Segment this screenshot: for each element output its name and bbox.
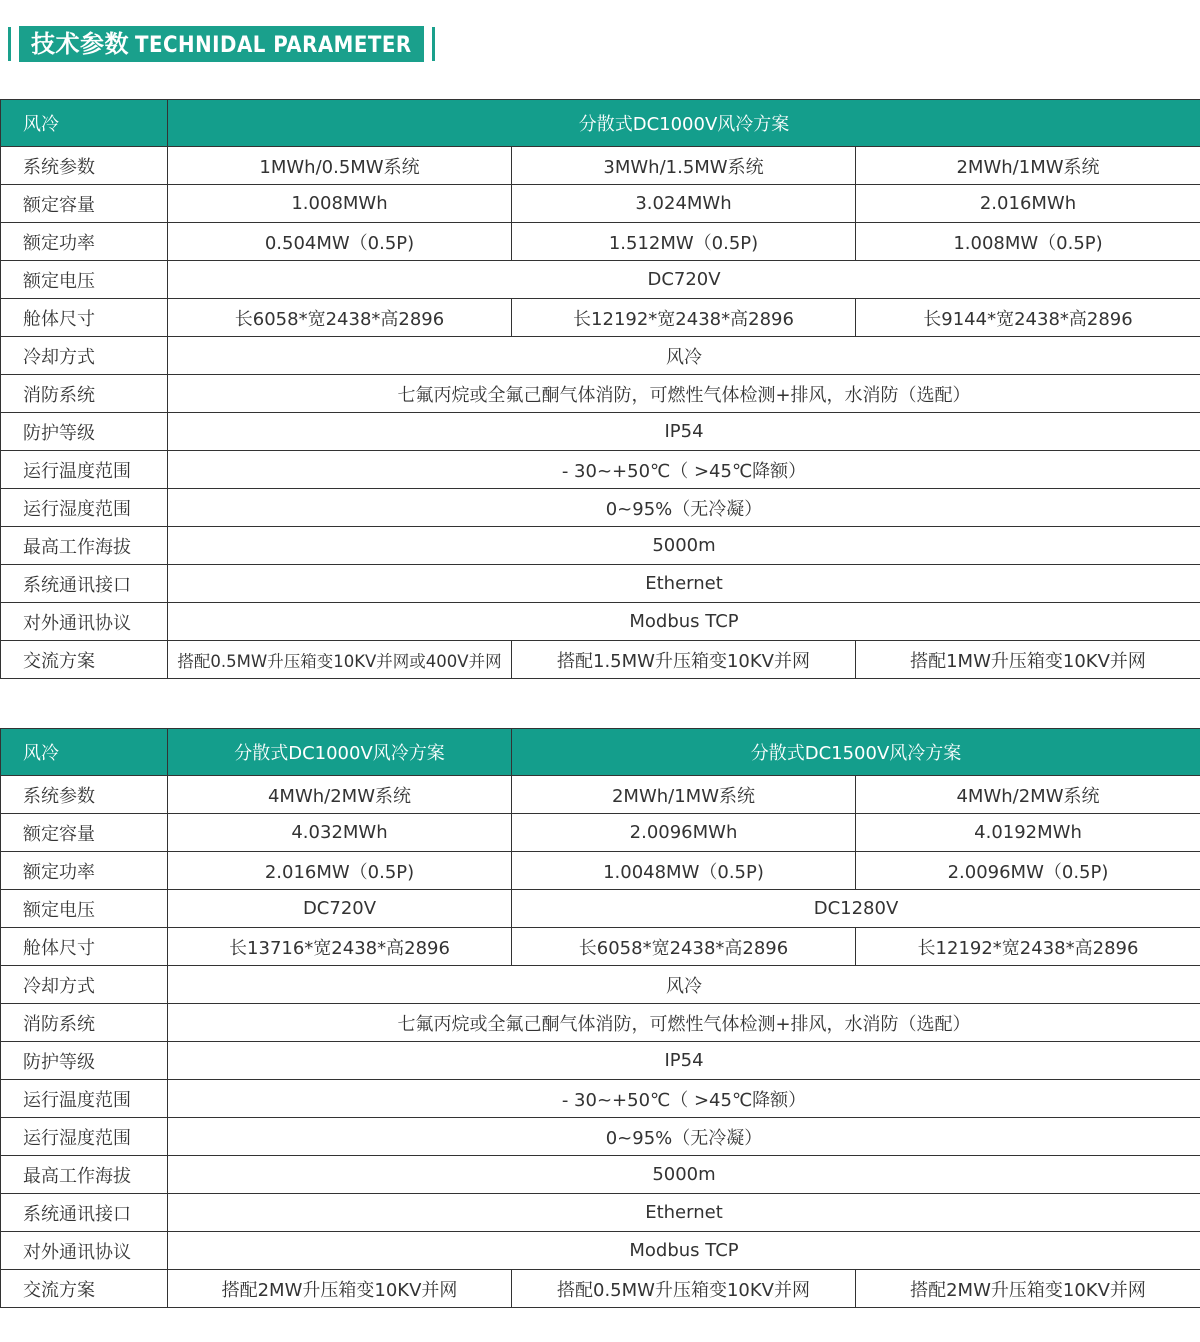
table-row bbox=[1, 641, 1200, 679]
row-label: 额定容量 bbox=[1, 814, 168, 852]
table-cell: Modbus TCP bbox=[168, 603, 1200, 641]
row-label: 交流方案 bbox=[1, 641, 168, 679]
table-cell: 3.024MWh bbox=[512, 185, 856, 223]
table-cell: DC720V bbox=[168, 261, 1200, 299]
header-label: 风冷 bbox=[1, 729, 168, 776]
row-label: 交流方案 bbox=[1, 1270, 168, 1308]
table-cell: 七氟丙烷或全氟己酮气体消防，可燃性气体检测+排风，水消防（选配） bbox=[168, 1004, 1200, 1042]
row-label: 消防系统 bbox=[1, 375, 168, 413]
table-header-row bbox=[1, 729, 1200, 776]
table-row bbox=[1, 185, 1200, 223]
header-plan-dc1500: 分散式DC1500V风冷方案 bbox=[512, 729, 1200, 776]
table-cell: 七氟丙烷或全氟己酮气体消防，可燃性气体检测+排风，水消防（选配） bbox=[168, 375, 1200, 413]
row-label: 冷却方式 bbox=[1, 966, 168, 1004]
row-label: 消防系统 bbox=[1, 1004, 168, 1042]
table-row bbox=[1, 337, 1200, 375]
row-label: 额定功率 bbox=[1, 223, 168, 261]
table-cell: IP54 bbox=[168, 413, 1200, 451]
table-cell: 长12192*宽2438*高2896 bbox=[512, 299, 856, 337]
row-label: 运行湿度范围 bbox=[1, 1118, 168, 1156]
table-cell: 2MWh/1MW系统 bbox=[512, 776, 856, 814]
table-cell: 1.512MW（0.5P) bbox=[512, 223, 856, 261]
row-label: 系统通讯接口 bbox=[1, 1194, 168, 1232]
table-cell: 2MWh/1MW系统 bbox=[856, 147, 1200, 185]
table-cell: 长6058*宽2438*高2896 bbox=[512, 928, 856, 966]
row-label: 最高工作海拔 bbox=[1, 1156, 168, 1194]
table-row bbox=[1, 565, 1200, 603]
table-cell: 5000m bbox=[168, 527, 1200, 565]
table-row bbox=[1, 814, 1200, 852]
table-cell: - 30~+50℃（ >45℃降额） bbox=[168, 451, 1200, 489]
header-label: 风冷 bbox=[1, 100, 168, 147]
row-label: 对外通讯协议 bbox=[1, 603, 168, 641]
table-cell: 搭配1MW升压箱变10KV并网 bbox=[856, 641, 1200, 679]
table-cell: 4.032MWh bbox=[168, 814, 512, 852]
table-cell: 搭配2MW升压箱变10KV并网 bbox=[856, 1270, 1200, 1308]
table-row bbox=[1, 1232, 1200, 1270]
table-cell: 4MWh/2MW系统 bbox=[168, 776, 512, 814]
heading-bar-left bbox=[8, 27, 11, 61]
table-row bbox=[1, 261, 1200, 299]
row-label: 运行湿度范围 bbox=[1, 489, 168, 527]
table-cell: 4MWh/2MW系统 bbox=[856, 776, 1200, 814]
row-label: 运行温度范围 bbox=[1, 1080, 168, 1118]
table-cell: 风冷 bbox=[168, 966, 1200, 1004]
table-row bbox=[1, 451, 1200, 489]
table-row bbox=[1, 890, 1200, 928]
table-cell: 搭配1.5MW升压箱变10KV并网 bbox=[512, 641, 856, 679]
table-cell: 0.504MW（0.5P) bbox=[168, 223, 512, 261]
row-label: 冷却方式 bbox=[1, 337, 168, 375]
table-cell: 1.008MW（0.5P) bbox=[856, 223, 1200, 261]
spec-table-dc1000-dc1500 bbox=[0, 728, 1200, 1308]
table-row bbox=[1, 928, 1200, 966]
table-cell: 1.008MWh bbox=[168, 185, 512, 223]
spec-table-dc1000 bbox=[0, 99, 1200, 679]
section-title-en: TECHNIDAL PARAMETER bbox=[135, 33, 412, 58]
table-cell: 2.016MWh bbox=[856, 185, 1200, 223]
row-label: 额定电压 bbox=[1, 890, 168, 928]
table-cell: Modbus TCP bbox=[168, 1232, 1200, 1270]
table-cell: 风冷 bbox=[168, 337, 1200, 375]
table-row bbox=[1, 527, 1200, 565]
table-row bbox=[1, 603, 1200, 641]
row-label: 最高工作海拔 bbox=[1, 527, 168, 565]
section-title-zh: 技术参数 bbox=[31, 30, 129, 58]
table-row bbox=[1, 1042, 1200, 1080]
row-label: 额定容量 bbox=[1, 185, 168, 223]
table-cell: 长9144*宽2438*高2896 bbox=[856, 299, 1200, 337]
section-heading bbox=[0, 26, 435, 62]
table-row bbox=[1, 489, 1200, 527]
table-row bbox=[1, 1004, 1200, 1042]
table-cell: 2.0096MWh bbox=[512, 814, 856, 852]
section-title bbox=[19, 26, 424, 62]
row-label: 对外通讯协议 bbox=[1, 1232, 168, 1270]
table-header-row bbox=[1, 100, 1200, 147]
row-label: 运行温度范围 bbox=[1, 451, 168, 489]
table-row bbox=[1, 223, 1200, 261]
table-cell: 2.0096MW（0.5P) bbox=[856, 852, 1200, 890]
table-cell: IP54 bbox=[168, 1042, 1200, 1080]
table-cell: 5000m bbox=[168, 1156, 1200, 1194]
table-row bbox=[1, 1080, 1200, 1118]
table-cell: DC1280V bbox=[512, 890, 1200, 928]
row-label: 舱体尺寸 bbox=[1, 928, 168, 966]
header-plan-dc1000: 分散式DC1000V风冷方案 bbox=[168, 729, 512, 776]
heading-bar-right bbox=[432, 27, 435, 61]
table-cell: 搭配2MW升压箱变10KV并网 bbox=[168, 1270, 512, 1308]
table-cell: 3MWh/1.5MW系统 bbox=[512, 147, 856, 185]
row-label: 额定电压 bbox=[1, 261, 168, 299]
table-cell: 0~95%（无冷凝） bbox=[168, 489, 1200, 527]
table-row bbox=[1, 966, 1200, 1004]
table-cell: DC720V bbox=[168, 890, 512, 928]
header-plan: 分散式DC1000V风冷方案 bbox=[168, 100, 1200, 147]
table-cell: 长6058*宽2438*高2896 bbox=[168, 299, 512, 337]
row-label: 系统通讯接口 bbox=[1, 565, 168, 603]
table-cell: Ethernet bbox=[168, 1194, 1200, 1232]
table-row bbox=[1, 147, 1200, 185]
row-label: 舱体尺寸 bbox=[1, 299, 168, 337]
table-row bbox=[1, 1270, 1200, 1308]
table-cell: 2.016MW（0.5P) bbox=[168, 852, 512, 890]
table-cell: 1.0048MW（0.5P) bbox=[512, 852, 856, 890]
table-row bbox=[1, 1118, 1200, 1156]
table-cell: 长12192*宽2438*高2896 bbox=[856, 928, 1200, 966]
table-row bbox=[1, 776, 1200, 814]
table-cell: 长13716*宽2438*高2896 bbox=[168, 928, 512, 966]
table-row bbox=[1, 413, 1200, 451]
row-label: 系统参数 bbox=[1, 147, 168, 185]
table-cell: 0~95%（无冷凝） bbox=[168, 1118, 1200, 1156]
table-row bbox=[1, 375, 1200, 413]
row-label: 防护等级 bbox=[1, 413, 168, 451]
row-label: 防护等级 bbox=[1, 1042, 168, 1080]
table-cell: - 30~+50℃（ >45℃降额） bbox=[168, 1080, 1200, 1118]
table-row bbox=[1, 852, 1200, 890]
row-label: 系统参数 bbox=[1, 776, 168, 814]
table-row bbox=[1, 299, 1200, 337]
table-cell: Ethernet bbox=[168, 565, 1200, 603]
table-cell: 搭配0.5MW升压箱变10KV并网 bbox=[512, 1270, 856, 1308]
table-row bbox=[1, 1194, 1200, 1232]
table-cell: 1MWh/0.5MW系统 bbox=[168, 147, 512, 185]
table-row bbox=[1, 1156, 1200, 1194]
table-cell: 搭配0.5MW升压箱变10KV并网或400V并网 bbox=[168, 641, 512, 679]
row-label: 额定功率 bbox=[1, 852, 168, 890]
table-cell: 4.0192MWh bbox=[856, 814, 1200, 852]
